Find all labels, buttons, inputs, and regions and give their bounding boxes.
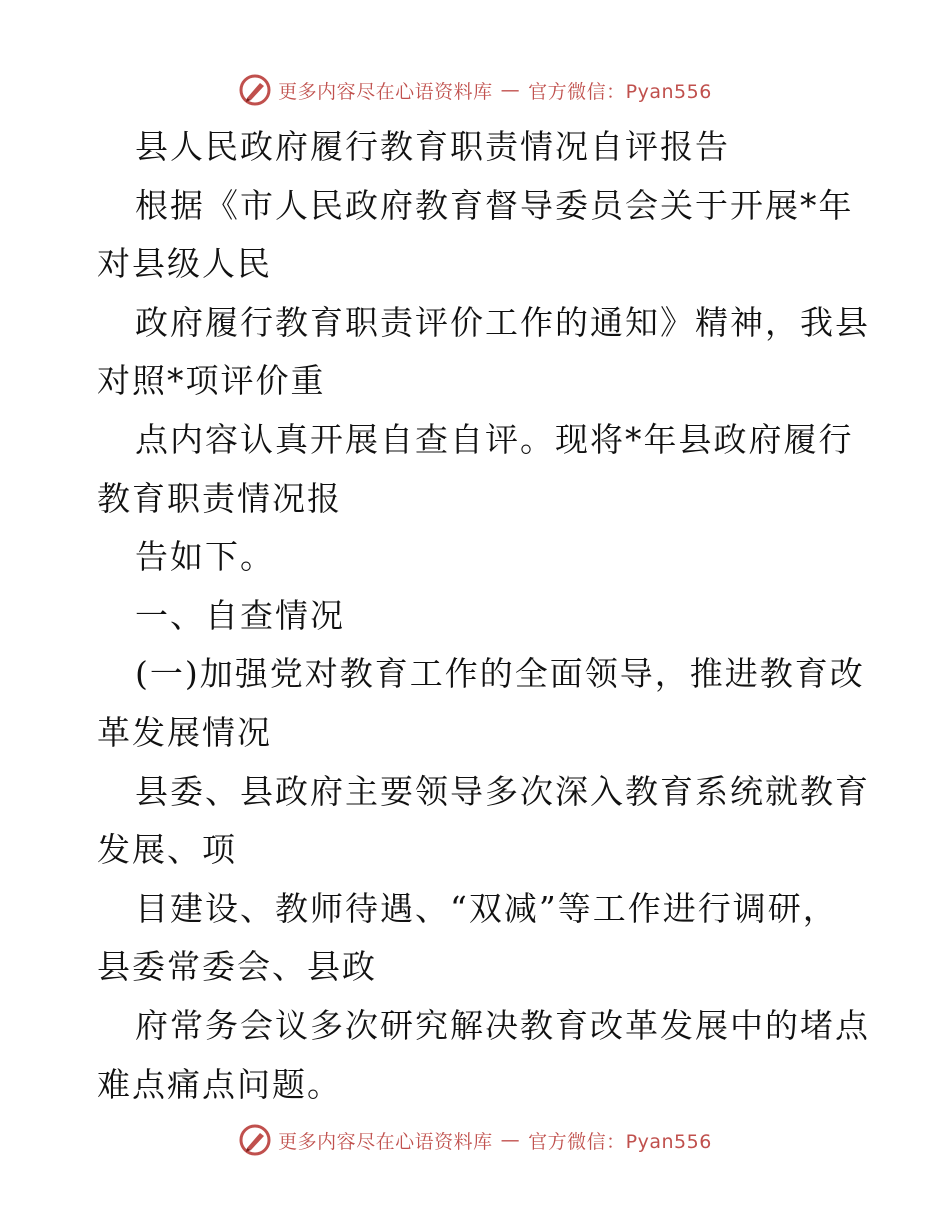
paragraph-line: 县委、县政府主要领导多次深入教育系统就教育 — [135, 771, 870, 811]
pen-circle-logo-icon — [238, 73, 272, 107]
paragraph-line: 难点痛点问题。 — [97, 1064, 342, 1104]
paragraph-line: 对照*项评价重 — [97, 361, 326, 401]
pen-circle-logo-icon — [238, 1123, 272, 1157]
watermark-wechat: 官方微信：Pyan556 — [528, 1130, 712, 1153]
subsection-heading: (一)加强党对教育工作的全面领导，推进教育改 — [135, 654, 865, 694]
footer-watermark — [0, 1120, 950, 1160]
document-body — [97, 118, 870, 1114]
paragraph-line: 政府履行教育职责评价工作的通知》精神，我县 — [135, 302, 870, 342]
watermark-dash: — — [500, 1129, 521, 1151]
paragraph-line: 发展、项 — [97, 830, 237, 870]
paragraph-line: 点内容认真开展自查自评。现将*年县政府履行 — [135, 419, 854, 459]
paragraph-line: 根据《市人民政府教育督导委员会关于开展*年 — [135, 185, 854, 225]
paragraph-line: 对县级人民 — [97, 244, 272, 284]
section-heading: 一、自查情况 — [135, 595, 345, 635]
paragraph-line: 告如下。 — [135, 537, 275, 577]
paragraph-line: 目建设、教师待遇、“双减”等工作进行调研， — [135, 888, 838, 928]
watermark-text: 更多内容尽在心语资料库 — [278, 1130, 493, 1153]
watermark-wechat: 官方微信：Pyan556 — [528, 80, 712, 103]
header-watermark — [0, 70, 950, 110]
paragraph-line: 教育职责情况报 — [97, 478, 342, 518]
watermark-text: 更多内容尽在心语资料库 — [278, 80, 493, 103]
watermark-dash: — — [500, 79, 521, 101]
paragraph-line: 县委常委会、县政 — [97, 947, 377, 987]
document-title: 县人民政府履行教育职责情况自评报告 — [135, 127, 730, 166]
subsection-heading-cont: 革发展情况 — [97, 712, 272, 752]
paragraph-line: 府常务会议多次研究解决教育改革发展中的堵点 — [135, 1005, 870, 1045]
